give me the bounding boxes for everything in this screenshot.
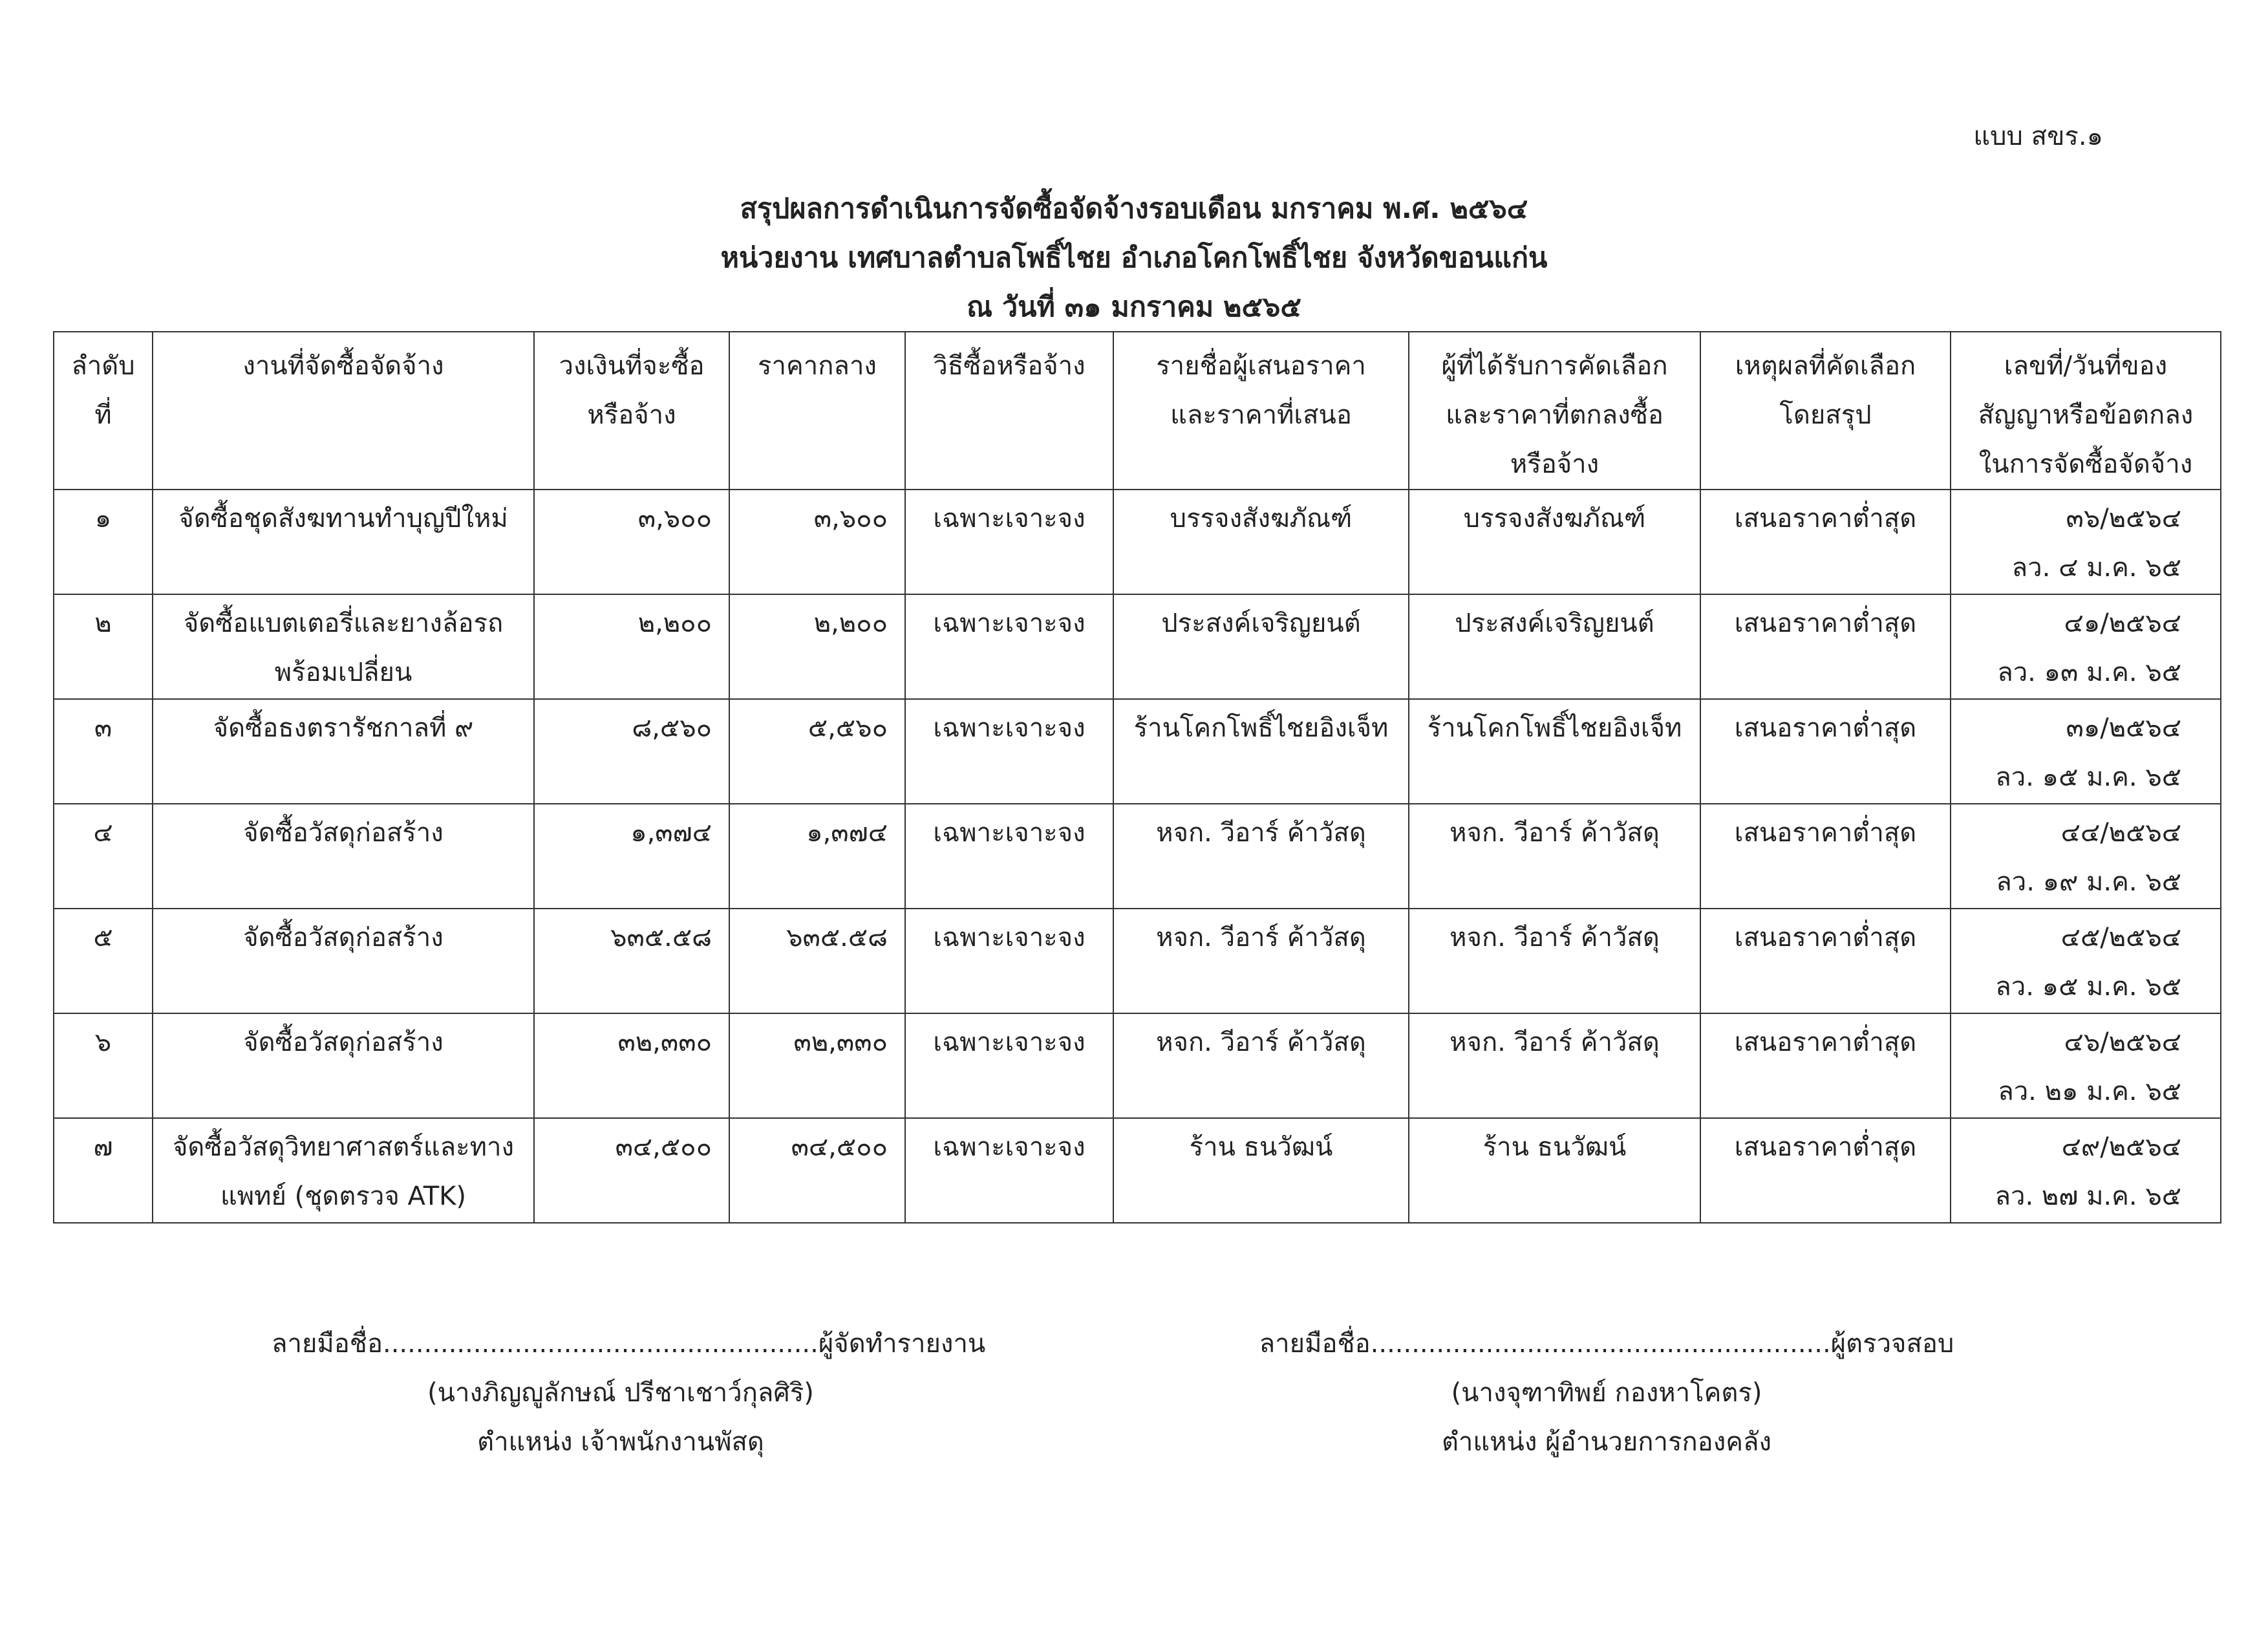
table-row xyxy=(54,909,2221,1013)
cell-winner: ร้านโคกโพธิ์ไชยอิงเจ็ท xyxy=(1409,699,1700,804)
signer-position-preparer: ตำแหน่ง เจ้าพนักงานพัสดุ xyxy=(477,1427,764,1457)
cell-winner: ประสงค์เจริญยนต์ xyxy=(1409,594,1700,699)
document-titles xyxy=(0,184,2268,332)
header-bidders: รายชื่อผู้เสนอราคา และราคาที่เสนอ xyxy=(1113,332,1409,490)
cell-method: เฉพาะเจาะจง xyxy=(905,1118,1113,1223)
cell-contract: ๔๕/๒๕๖๔ ลว. ๑๕ ม.ค. ๖๕ xyxy=(1951,909,2221,1013)
cell-reason: เสนอราคาต่ำสุด xyxy=(1700,490,1951,594)
cell-median: ๓,๖๐๐ xyxy=(729,490,905,594)
cell-bidder: ร้าน ธนวัฒน์ xyxy=(1113,1118,1409,1223)
table-row xyxy=(54,1013,2221,1118)
cell-no: ๒ xyxy=(54,594,153,699)
cell-winner: ร้าน ธนวัฒน์ xyxy=(1409,1118,1700,1223)
cell-winner: บรรจงสังฆภัณฑ์ xyxy=(1409,490,1700,594)
table-row xyxy=(54,594,2221,699)
header-winner: ผู้ที่ได้รับการคัดเลือก และราคาที่ตกลงซื้อ หรือจ้าง xyxy=(1409,332,1700,490)
table-row xyxy=(54,1118,2221,1223)
cell-reason: เสนอราคาต่ำสุด xyxy=(1700,1118,1951,1223)
signer-position-inspector: ตำแหน่ง ผู้อำนวยการกองคลัง xyxy=(1441,1427,1772,1457)
title-report-summary: สรุปผลการดำเนินการจัดซื้อจัดจ้างรอบเดือน มกราคม พ.ศ. ๒๕๖๔ xyxy=(740,193,1528,225)
cell-no: ๔ xyxy=(54,804,153,909)
cell-reason: เสนอราคาต่ำสุด xyxy=(1700,1013,1951,1118)
cell-method: เฉพาะเจาะจง xyxy=(905,594,1113,699)
cell-contract: ๔๖/๒๕๖๔ ลว. ๒๑ ม.ค. ๖๕ xyxy=(1951,1013,2221,1118)
cell-contract: ๔๔/๒๕๖๔ ลว. ๑๙ ม.ค. ๖๕ xyxy=(1951,804,2221,909)
table-row xyxy=(54,804,2221,909)
cell-bidder: ประสงค์เจริญยนต์ xyxy=(1113,594,1409,699)
cell-budget: ๓๔,๕๐๐ xyxy=(534,1118,729,1223)
cell-method: เฉพาะเจาะจง xyxy=(905,490,1113,594)
cell-bidder: หจก. วีอาร์ ค้าวัสดุ xyxy=(1113,909,1409,1013)
header-no: ลำดับ ที่ xyxy=(54,332,153,490)
cell-winner: หจก. วีอาร์ ค้าวัสดุ xyxy=(1409,909,1700,1013)
cell-median: ๖๓๕.๕๘ xyxy=(729,909,905,1013)
title-agency: หน่วยงาน เทศบาลตำบลโพธิ์ไชย อำเภอโคกโพธิ์ไชย จังหวัดขอนแก่น xyxy=(720,242,1548,274)
cell-median: ๑,๓๗๔ xyxy=(729,804,905,909)
cell-bidder: หจก. วีอาร์ ค้าวัสดุ xyxy=(1113,1013,1409,1118)
cell-median: ๕,๕๖๐ xyxy=(729,699,905,804)
cell-contract: ๓๑/๒๕๖๔ ลว. ๑๕ ม.ค. ๖๕ xyxy=(1951,699,2221,804)
table-header-row xyxy=(54,332,2221,490)
cell-work: จัดซื้อวัสดุวิทยาศาสตร์และทาง แพทย์ (ชุดตรวจ ATK) xyxy=(153,1118,534,1223)
cell-budget: ๒,๒๐๐ xyxy=(534,594,729,699)
cell-winner: หจก. วีอาร์ ค้าวัสดุ xyxy=(1409,804,1700,909)
cell-no: ๕ xyxy=(54,909,153,1013)
cell-budget: ๓๒,๓๓๐ xyxy=(534,1013,729,1118)
cell-no: ๑ xyxy=(54,490,153,594)
cell-reason: เสนอราคาต่ำสุด xyxy=(1700,699,1951,804)
header-work: งานที่จัดซื้อจัดจ้าง xyxy=(153,332,534,490)
header-median-price: ราคากลาง xyxy=(729,332,905,490)
cell-winner: หจก. วีอาร์ ค้าวัสดุ xyxy=(1409,1013,1700,1118)
cell-median: ๓๔,๕๐๐ xyxy=(729,1118,905,1223)
header-contract: เลขที่/วันที่ของ สัญญาหรือข้อตกลง ในการจัดซื้อจัดจ้าง xyxy=(1951,332,2221,490)
signer-name-preparer: (นางภิญญูลักษณ์ ปรีชาเชาว์กุลศิริ) xyxy=(427,1378,814,1408)
signature-line-inspector: ลายมือชื่อ........................................................ผู้ตรวจสอบ xyxy=(1259,1329,1954,1359)
cell-work: จัดซื้อวัสดุก่อสร้าง xyxy=(153,1013,534,1118)
title-date: ณ วันที่ ๓๑ มกราคม ๒๕๖๕ xyxy=(967,291,1301,323)
cell-work: จัดซื้อแบตเตอรี่และยางล้อรถ พร้อมเปลี่ยน xyxy=(153,594,534,699)
cell-work: จัดซื้อวัสดุก่อสร้าง xyxy=(153,804,534,909)
table-row xyxy=(54,490,2221,594)
header-budget: วงเงินที่จะซื้อ หรือจ้าง xyxy=(534,332,729,490)
cell-median: ๒,๒๐๐ xyxy=(729,594,905,699)
form-code: แบบ สขร.๑ xyxy=(1973,122,2103,151)
cell-reason: เสนอราคาต่ำสุด xyxy=(1700,594,1951,699)
cell-method: เฉพาะเจาะจง xyxy=(905,804,1113,909)
cell-work: จัดซื้อธงตรารัชกาลที่ ๙ xyxy=(153,699,534,804)
procurement-table xyxy=(53,331,2221,1223)
cell-budget: ๑,๓๗๔ xyxy=(534,804,729,909)
cell-bidder: ร้านโคกโพธิ์ไชยอิงเจ็ท xyxy=(1113,699,1409,804)
cell-no: ๖ xyxy=(54,1013,153,1118)
cell-no: ๗ xyxy=(54,1118,153,1223)
cell-budget: ๘,๕๖๐ xyxy=(534,699,729,804)
cell-contract: ๔๙/๒๕๖๔ ลว. ๒๗ ม.ค. ๖๕ xyxy=(1951,1118,2221,1223)
cell-contract: ๓๖/๒๕๖๔ ลว. ๔ ม.ค. ๖๕ xyxy=(1951,490,2221,594)
header-reason: เหตุผลที่คัดเลือก โดยสรุป xyxy=(1700,332,1951,490)
cell-median: ๓๒,๓๓๐ xyxy=(729,1013,905,1118)
cell-method: เฉพาะเจาะจง xyxy=(905,909,1113,1013)
cell-reason: เสนอราคาต่ำสุด xyxy=(1700,909,1951,1013)
cell-method: เฉพาะเจาะจง xyxy=(905,1013,1113,1118)
signature-block-inspector xyxy=(1251,1319,1962,1467)
table-row xyxy=(54,699,2221,804)
header-method: วิธีซื้อหรือจ้าง xyxy=(905,332,1113,490)
cell-work: จัดซื้อชุดสังฆทานทำบุญปีใหม่ xyxy=(153,490,534,594)
signature-line-preparer: ลายมือชื่อ.....................................................ผู้จัดทำรายงาน xyxy=(272,1329,986,1359)
cell-bidder: บรรจงสังฆภัณฑ์ xyxy=(1113,490,1409,594)
cell-method: เฉพาะเจาะจง xyxy=(905,699,1113,804)
cell-budget: ๖๓๕.๕๘ xyxy=(534,909,729,1013)
cell-budget: ๓,๖๐๐ xyxy=(534,490,729,594)
cell-reason: เสนอราคาต่ำสุด xyxy=(1700,804,1951,909)
signature-block-preparer xyxy=(272,1319,986,1467)
cell-contract: ๔๑/๒๕๖๔ ลว. ๑๓ ม.ค. ๖๕ xyxy=(1951,594,2221,699)
cell-bidder: หจก. วีอาร์ ค้าวัสดุ xyxy=(1113,804,1409,909)
signer-name-inspector: (นางจุฑาทิพย์ กองหาโคตร) xyxy=(1451,1378,1762,1408)
cell-work: จัดซื้อวัสดุก่อสร้าง xyxy=(153,909,534,1013)
cell-no: ๓ xyxy=(54,699,153,804)
